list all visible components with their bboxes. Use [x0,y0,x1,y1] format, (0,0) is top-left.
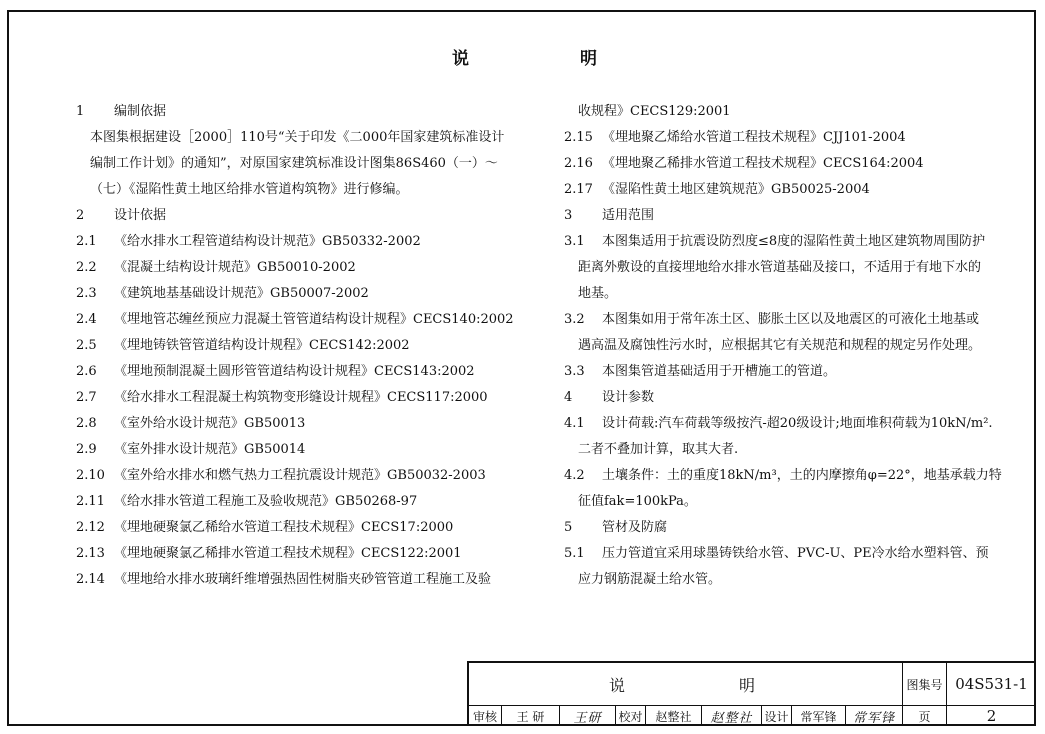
item-text: 设计参数 [602,390,655,405]
section-heading [564,515,1004,541]
item-number: 1 [76,104,85,119]
item-number: 2.1 [76,234,97,249]
title-block-title [469,663,902,705]
item-number: 2.12 [76,520,105,535]
item-text: 设计依据 [114,208,167,223]
item-text: 《混凝土结构设计规范》GB50010-2002 [114,260,356,275]
item-text: 《给水排水工程管道结构设计规范》GB50332-2002 [114,234,421,249]
item-text: 《给水排水工程混凝土构筑物变形缝设计规程》CECS117:2000 [114,390,488,405]
designer-name: 常军锋 [791,706,845,726]
page-label: 页 [902,706,946,726]
check-label: 校对 [615,706,645,726]
title-block-title-left: 说 [609,675,626,695]
item-number: 2.9 [76,442,97,457]
item-number: 2.13 [76,546,105,561]
text-line [564,99,1004,125]
item-number: 2.4 [76,312,97,327]
item-text: 《给水排水管道工程施工及验收规范》GB50268-97 [114,494,418,509]
reference-item [564,307,1004,333]
item-number: 2.5 [76,338,97,353]
item-number: 4.1 [564,416,585,431]
item-text: 距离外敷设的直接埋地给水排水管道基础及接口，不适用于有地下水的 [578,260,982,275]
title-block-title-right: 明 [739,675,756,695]
review-label: 审核 [472,709,497,724]
item-number: 2.10 [76,468,105,483]
reference-item [564,125,1004,151]
section-heading [564,385,1004,411]
item-text: 收规程》CECS129:2001 [578,104,731,119]
item-text: 《埋地管芯缠丝预应力混凝土管管道结构设计规程》CECS140:2002 [114,312,514,327]
item-text: 应力钢筋混凝土给水管。 [578,572,722,587]
title-block-header-row [469,663,1036,706]
reviewer-name: 王 研 [501,706,559,726]
item-text: 《室外给水排水和燃气热力工程抗震设计规范》GB50032-2003 [114,468,486,483]
item-text: 二者不叠加计算，取其大者. [578,442,739,457]
page-number: 2 [946,706,1036,726]
designer-signature: 常军锋 [845,706,902,726]
item-text: 本图集适用于抗震设防烈度≤8度的湿陷性黄土地区建筑物周围防护 [602,234,986,249]
item-number: 5 [564,520,573,535]
title-block [467,661,1036,726]
right-column [564,99,1004,593]
reference-item [76,333,516,359]
item-text: 《埋地聚乙烯给水管道工程技术规程》CJJ101-2004 [602,130,906,145]
text-line [564,437,1004,463]
item-text: 适用范围 [602,208,655,223]
reference-item [564,177,1004,203]
item-text: 本图集管道基础适用于开槽施工的管道。 [602,364,837,379]
item-number: 2.3 [76,286,97,301]
item-text: 《建筑地基基础设计规范》GB50007-2002 [114,286,369,301]
reference-item [76,411,516,437]
item-text: 地基。 [578,286,618,301]
item-number: 2.17 [564,182,593,197]
item-text: 编制依据 [114,104,167,119]
text-line [76,151,516,177]
text-line [564,567,1004,593]
item-text: 《埋地给水排水玻璃纤维增强热固性树脂夹砂管管道工程施工及验 [114,572,492,587]
reference-item [564,463,1004,489]
reference-item [76,541,516,567]
text-line [76,177,516,203]
item-number: 2 [76,208,85,223]
item-number: 2.14 [76,572,105,587]
item-number: 2.7 [76,390,97,405]
reference-item [76,281,516,307]
reference-item [76,229,516,255]
reference-item [76,463,516,489]
item-number: 4 [564,390,573,405]
section-heading [76,99,516,125]
checker-name: 赵整社 [645,706,701,726]
reference-item [76,307,516,333]
item-text: （七）《湿陷性黄土地区给排水管道构筑物》进行修编。 [90,182,409,197]
text-line [564,281,1004,307]
item-number: 4.2 [564,468,585,483]
item-text: 征值fak=100kPa。 [578,494,697,509]
item-text: 《埋地铸铁管管道结构设计规程》CECS142:2002 [114,338,410,353]
item-number: 2.15 [564,130,593,145]
page-title-right: 明 [580,49,597,69]
item-text: 设计荷载:汽车荷载等级按汽-超20级设计;地面堆积荷载为10kN/m². [602,416,993,431]
item-text: 《室外给水设计规范》GB50013 [114,416,306,431]
item-number: 2.11 [76,494,105,509]
text-line [76,125,516,151]
item-number: 3.3 [564,364,585,379]
item-text: 编制工作计划》的通知”，对原国家建筑标准设计图集86S460（一）～ [90,156,498,171]
reference-item [76,567,516,593]
item-number: 2.8 [76,416,97,431]
reference-item [76,255,516,281]
item-text: 土壤条件：土的重度18kN/m³，土的内摩擦角φ=22°，地基承载力特 [602,468,1002,483]
reference-item [76,359,516,385]
design-label: 设计 [761,706,791,726]
text-line [564,255,1004,281]
item-number: 3.1 [564,234,585,249]
section-heading [564,203,1004,229]
item-text: 《埋地聚乙稀排水管道工程技术规程》CECS164:2004 [602,156,924,171]
atlas-number: 04S531-1 [946,663,1036,705]
atlas-label: 图集号 [902,663,946,705]
reference-item [76,385,516,411]
item-text: 《埋地硬聚氯乙稀给水管道工程技术规程》CECS17:2000 [114,520,454,535]
item-number: 2.16 [564,156,593,171]
item-number: 5.1 [564,546,585,561]
reference-item [564,541,1004,567]
section-heading [76,203,516,229]
item-number: 2.2 [76,260,97,275]
page-title [0,44,1045,72]
left-column [76,99,516,593]
item-text: 《埋地预制混凝土圆形管管道结构设计规程》CECS143:2002 [114,364,475,379]
item-text: 《湿陷性黄土地区建筑规范》GB50025-2004 [602,182,870,197]
reference-item [564,359,1004,385]
title-block-sign-row [469,706,1036,726]
item-number: 3.2 [564,312,585,327]
item-number: 3 [564,208,573,223]
item-text: 压力管道宜采用球墨铸铁给水管、PVC-U、PE冷水给水塑料管、预 [602,546,989,561]
reference-item [76,515,516,541]
reference-item [564,229,1004,255]
item-text: 《埋地硬聚氯乙稀排水管道工程技术规程》CECS122:2001 [114,546,462,561]
page-title-left: 说 [452,49,469,69]
item-number: 2.6 [76,364,97,379]
item-text: 《室外排水设计规范》GB50014 [114,442,306,457]
reviewer-signature: 王研 [559,706,615,726]
reference-item [76,437,516,463]
reference-item [564,151,1004,177]
text-line [564,333,1004,359]
item-text: 遇高温及腐蚀性污水时，应根据其它有关规范和规程的规定另作处理。 [578,338,982,353]
text-line [564,489,1004,515]
item-text: 管材及防腐 [602,520,668,535]
item-text: 本图集根据建设［2000］110号“关于印发《二000年国家建筑标准设计 [90,130,505,145]
item-text: 本图集如用于常年冻土区、膨胀土区以及地震区的可液化土地基或 [602,312,980,327]
checker-signature: 赵整社 [701,706,761,726]
reference-item [564,411,1004,437]
reference-item [76,489,516,515]
